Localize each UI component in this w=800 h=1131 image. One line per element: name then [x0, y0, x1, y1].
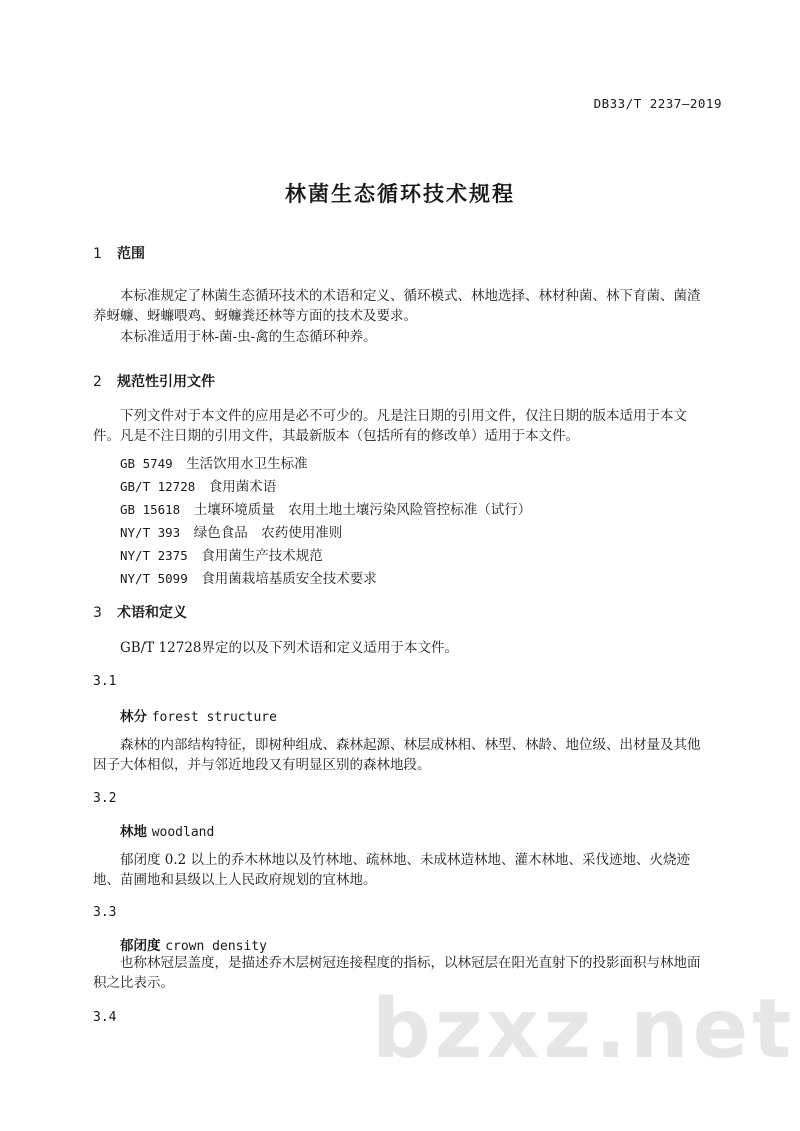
reference-item	[120, 567, 377, 587]
reference-title: 生活饮用水卫生标准	[186, 456, 308, 472]
term-definition: 森林的内部结构特征，即树种组成、森林起源、林层成林相、林型、林龄、地位级、出材量及其他因子大体相似，并与邻近地段又有明显区别的森林地段。	[93, 737, 701, 773]
scope-paragraph-1: 本标准规定了林菌生态循环技术的术语和定义、循环模式、林地选择、林材种菌、林下育菌、菌渣养蚜蠊、蚜蠊喂鸡、蚜蠊粪还林等方面的技术及要求。	[93, 288, 701, 324]
reference-item	[120, 452, 308, 472]
reference-title: 绿色食品 农药使用准则	[193, 525, 343, 541]
term-definition: 也称林冠层盖度，是描述乔木层树冠连接程度的指标，以林冠层在阳光直射下的投影面积与林地面积之比表示。	[93, 955, 701, 991]
reference-item	[120, 544, 323, 564]
reference-code: GB/T 12728	[120, 479, 196, 494]
document-title: 林菌生态循环技术规程	[285, 182, 515, 206]
section-title: 术语和定义	[117, 605, 187, 621]
reference-title: 食用菌生产技术规范	[201, 548, 323, 564]
document-code: DB33/T 2237—2019	[593, 96, 722, 111]
clause-number: 3.2	[93, 791, 117, 806]
reference-item	[120, 498, 531, 518]
section-number: 3	[93, 605, 102, 621]
reference-code: GB 5749	[120, 456, 173, 471]
references-intro: 下列文件对于本文件的应用是必不可少的。凡是注日期的引用文件，仅注日期的版本适用于本文件。凡是不注日期的引用文件，其最新版本（包括所有的修改单）适用于本文件。	[93, 408, 687, 444]
term-en: crown density	[165, 939, 267, 954]
term-zh: 郁闭度	[120, 938, 161, 954]
reference-item	[120, 521, 342, 541]
terms-intro: GB/T 12728界定的以及下列术语和定义适用于本文件。	[120, 640, 458, 656]
reference-item	[120, 475, 276, 495]
clause-number: 3.4	[93, 1010, 117, 1025]
section-heading-scope	[93, 243, 145, 263]
term-en: woodland	[151, 825, 215, 840]
reference-code: GB 15618	[120, 502, 181, 517]
term-zh: 林分	[120, 709, 147, 725]
section-title: 规范性引用文件	[117, 374, 215, 390]
reference-code: NY/T 2375	[120, 548, 188, 563]
scope-paragraph-2: 本标准适用于林-菌-虫-禽的生态循环种养。	[120, 329, 377, 345]
reference-code: NY/T 5099	[120, 571, 188, 586]
reference-title: 食用菌术语	[208, 479, 277, 495]
clause-number: 3.3	[93, 905, 117, 920]
section-number: 2	[93, 374, 102, 390]
section-heading-terms	[93, 602, 187, 622]
term-definition: 郁闭度 0.2 以上的乔木林地以及竹林地、疏林地、未成林造林地、灌木林地、采伐迹地、火烧迹地、苗圃地和县级以上人民政府规划的宜林地。	[93, 852, 691, 888]
term-en: forest structure	[151, 710, 277, 725]
section-number: 1	[93, 246, 102, 262]
section-title: 范围	[117, 246, 145, 262]
term-heading	[120, 705, 277, 725]
reference-code: NY/T 393	[120, 525, 181, 540]
reference-title: 食用菌栽培基质安全技术要求	[201, 571, 377, 587]
term-heading	[120, 820, 214, 840]
term-zh: 林地	[120, 824, 147, 840]
term-heading	[120, 934, 267, 954]
reference-title: 土壤环境质量 农用土地土壤污染风险管控标准（试行）	[193, 502, 532, 518]
clause-number: 3.1	[93, 674, 117, 689]
watermark: bzxz.net	[372, 982, 796, 1077]
section-heading-references	[93, 371, 215, 391]
